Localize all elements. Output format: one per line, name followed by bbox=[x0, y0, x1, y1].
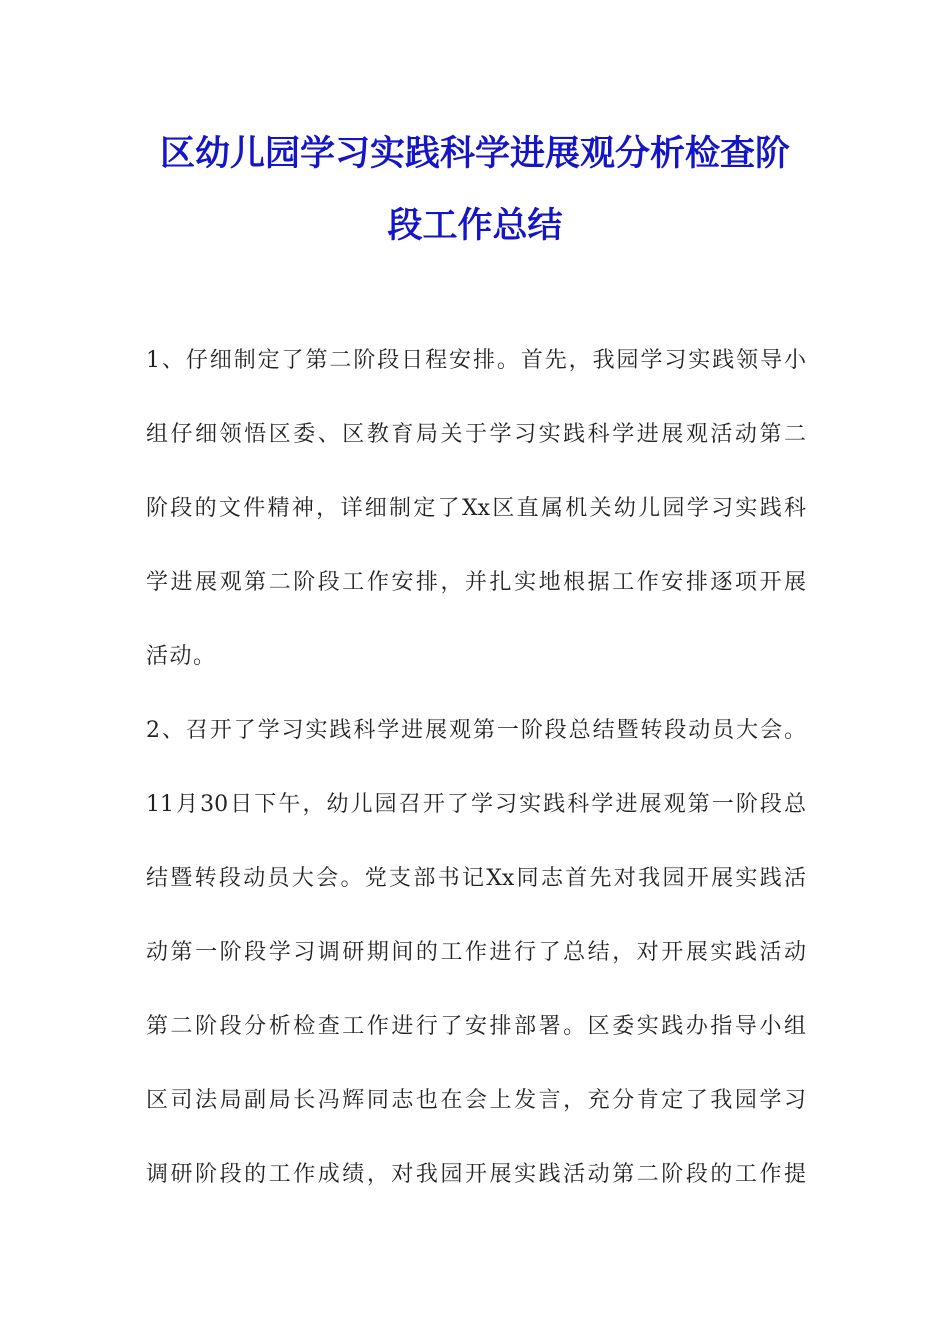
paragraph-line: 11月30日下午，幼儿园召开了学习实践科学进展观第一阶段总 bbox=[146, 792, 806, 817]
paragraph-line: 活动。 bbox=[146, 644, 217, 669]
paragraph-line: 2、召开了学习实践科学进展观第一阶段总结暨转段动员大会。 bbox=[146, 718, 806, 743]
paragraph-line: 1、仔细制定了第二阶段日程安排。首先，我园学习实践领导小 bbox=[146, 348, 806, 373]
paragraph-line: 区司法局副局长冯辉同志也在会上发言，充分肯定了我园学习 bbox=[146, 1088, 806, 1113]
document-title-line-1: 区幼儿园学习实践科学进展观分析检查阶 bbox=[159, 134, 790, 174]
paragraph-line: 调研阶段的工作成绩，对我园开展实践活动第二阶段的工作提 bbox=[146, 1162, 806, 1187]
paragraph-line: 结暨转段动员大会。党支部书记Xx同志首先对我园开展实践活 bbox=[146, 866, 806, 891]
paragraph-line: 第二阶段分析检查工作进行了安排部署。区委实践办指导小组 bbox=[146, 1014, 806, 1039]
paragraph-line: 学进展观第二阶段工作安排，并扎实地根据工作安排逐项开展 bbox=[146, 570, 806, 595]
paragraph-line: 组仔细领悟区委、区教育局关于学习实践科学进展观活动第二 bbox=[146, 422, 806, 447]
paragraph-line: 阶段的文件精神，详细制定了Xx区直属机关幼儿园学习实践科 bbox=[146, 496, 806, 521]
document-title-line-2: 段工作总结 bbox=[387, 206, 563, 246]
paragraph-line: 动第一阶段学习调研期间的工作进行了总结，对开展实践活动 bbox=[146, 940, 806, 965]
